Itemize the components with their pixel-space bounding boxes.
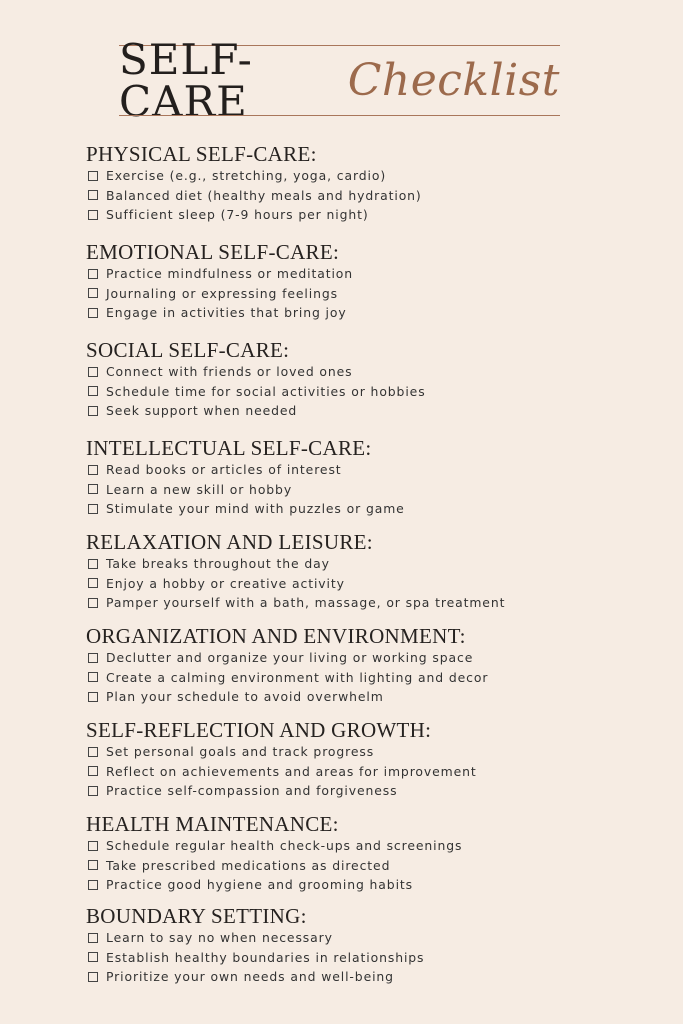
checkbox-icon[interactable]: [88, 171, 98, 181]
checklist-items: [86, 648, 646, 707]
checkbox-icon[interactable]: [88, 210, 98, 220]
checklist-item[interactable]: [86, 668, 646, 688]
section-heading: RELAXATION AND LEISURE:: [86, 530, 373, 554]
checkbox-icon[interactable]: [88, 190, 98, 200]
checkbox-icon[interactable]: [88, 653, 98, 663]
checklist-item[interactable]: [86, 166, 646, 186]
checkbox-icon[interactable]: [88, 860, 98, 870]
checkbox-icon[interactable]: [88, 288, 98, 298]
section-heading: HEALTH MAINTENANCE:: [86, 812, 339, 836]
checklist-section: [86, 240, 646, 323]
checkbox-icon[interactable]: [88, 578, 98, 588]
title-bottom-rule: [119, 115, 560, 116]
checklist-item[interactable]: [86, 593, 646, 613]
checkbox-icon[interactable]: [88, 672, 98, 682]
checklist-section: [86, 338, 646, 421]
checklist-item-label: Enjoy a hobby or creative activity: [106, 575, 345, 591]
checkbox-icon[interactable]: [88, 484, 98, 494]
checklist-item[interactable]: [86, 928, 646, 948]
checklist-section: [86, 530, 646, 613]
checklist-items: [86, 362, 646, 421]
checklist-item[interactable]: [86, 781, 646, 801]
checklist-items: [86, 836, 646, 895]
checkbox-icon[interactable]: [88, 786, 98, 796]
checklist-item[interactable]: [86, 382, 646, 402]
checklist-item[interactable]: [86, 687, 646, 707]
page-title: [119, 35, 560, 126]
checklist-section: [86, 142, 646, 225]
section-heading: SOCIAL SELF-CARE:: [86, 338, 290, 362]
checkbox-icon[interactable]: [88, 766, 98, 776]
checklist-items: [86, 460, 646, 519]
checkbox-icon[interactable]: [88, 972, 98, 982]
checklist-item[interactable]: [86, 186, 646, 206]
checklist-item-label: Establish healthy boundaries in relationships: [106, 949, 425, 965]
checklist-item[interactable]: [86, 856, 646, 876]
checklist-item-label: Read books or articles of interest: [106, 462, 342, 478]
checklist-items: [86, 264, 646, 323]
checkbox-icon[interactable]: [88, 559, 98, 569]
checklist-item-label: Connect with friends or loved ones: [106, 364, 353, 380]
checklist-items: [86, 742, 646, 801]
checklist-item[interactable]: [86, 554, 646, 574]
checklist-item[interactable]: [86, 499, 646, 519]
checklist-item[interactable]: [86, 401, 646, 421]
checklist-item[interactable]: [86, 574, 646, 594]
checklist-item[interactable]: [86, 284, 646, 304]
checklist-item-label: Set personal goals and track progress: [106, 744, 375, 760]
checklist-item-label: Reflect on achievements and areas for improvement: [106, 763, 477, 779]
checklist-item-label: Balanced diet (healthy meals and hydration): [106, 187, 422, 203]
checklist-item-label: Schedule time for social activities or hobbies: [106, 383, 426, 399]
checklist-item[interactable]: [86, 762, 646, 782]
checkbox-icon[interactable]: [88, 692, 98, 702]
checklist-item[interactable]: [86, 362, 646, 382]
checklist-item[interactable]: [86, 264, 646, 284]
checklist-item[interactable]: [86, 648, 646, 668]
section-heading: SELF-REFLECTION AND GROWTH:: [86, 718, 432, 742]
checklist-section: [86, 904, 646, 987]
checkbox-icon[interactable]: [88, 465, 98, 475]
checklist-item-label: Schedule regular health check-ups and screenings: [106, 838, 463, 854]
checkbox-icon[interactable]: [88, 598, 98, 608]
checklist-item-label: Learn a new skill or hobby: [106, 481, 293, 497]
checklist-section: [86, 624, 646, 707]
checklist-item-label: Take breaks throughout the day: [106, 556, 330, 572]
checklist-item[interactable]: [86, 836, 646, 856]
checkbox-icon[interactable]: [88, 504, 98, 514]
checklist-item-label: Create a calming environment with lighting and decor: [106, 669, 489, 685]
checkbox-icon[interactable]: [88, 841, 98, 851]
checkbox-icon[interactable]: [88, 880, 98, 890]
checklist-item-label: Learn to say no when necessary: [106, 930, 333, 946]
checklist-item[interactable]: [86, 205, 646, 225]
section-heading: PHYSICAL SELF-CARE:: [86, 142, 317, 166]
checkbox-icon[interactable]: [88, 933, 98, 943]
checkbox-icon[interactable]: [88, 747, 98, 757]
checklist-item[interactable]: [86, 948, 646, 968]
section-heading: EMOTIONAL SELF-CARE:: [86, 240, 340, 264]
checklist-item-label: Practice good hygiene and grooming habits: [106, 877, 414, 893]
checklist-item-label: Journaling or expressing feelings: [106, 285, 338, 301]
checklist-item-label: Plan your schedule to avoid overwhelm: [106, 689, 384, 705]
checklist-item-label: Exercise (e.g., stretching, yoga, cardio): [106, 168, 387, 184]
checklist-item-label: Stimulate your mind with puzzles or game: [106, 501, 405, 517]
checkbox-icon[interactable]: [88, 406, 98, 416]
checklist-item-label: Practice mindfulness or meditation: [106, 266, 354, 282]
checkbox-icon[interactable]: [88, 952, 98, 962]
checklist-items: [86, 554, 646, 613]
checklist-item[interactable]: [86, 303, 646, 323]
title-script: Checklist: [347, 55, 560, 106]
checklist-item-label: Practice self-compassion and forgiveness: [106, 783, 398, 799]
section-heading: ORGANIZATION AND ENVIRONMENT:: [86, 624, 466, 648]
checkbox-icon[interactable]: [88, 386, 98, 396]
section-heading: BOUNDARY SETTING:: [86, 904, 307, 928]
checklist-section: [86, 718, 646, 801]
checkbox-icon[interactable]: [88, 367, 98, 377]
checklist-item[interactable]: [86, 480, 646, 500]
checklist-item-label: Engage in activities that bring joy: [106, 305, 347, 321]
checklist-item-label: Prioritize your own needs and well-being: [106, 969, 394, 985]
checklist-section: [86, 436, 646, 519]
checklist-item[interactable]: [86, 742, 646, 762]
title-main: SELF-CARE: [119, 35, 253, 126]
checklist-items: [86, 166, 646, 225]
checkbox-icon[interactable]: [88, 308, 98, 318]
checklist-section: [86, 812, 646, 895]
checklist-items: [86, 928, 646, 987]
checklist-item[interactable]: [86, 967, 646, 987]
checklist-item[interactable]: [86, 875, 646, 895]
checklist-item-label: Take prescribed medications as directed: [106, 857, 391, 873]
section-heading: INTELLECTUAL SELF-CARE:: [86, 436, 372, 460]
checklist-item-label: Sufficient sleep (7-9 hours per night): [106, 207, 369, 223]
checklist-item-label: Declutter and organize your living or working space: [106, 650, 474, 666]
checklist-item[interactable]: [86, 460, 646, 480]
checkbox-icon[interactable]: [88, 269, 98, 279]
checklist-item-label: Seek support when needed: [106, 403, 298, 419]
checklist-item-label: Pamper yourself with a bath, massage, or spa treatment: [106, 595, 506, 611]
